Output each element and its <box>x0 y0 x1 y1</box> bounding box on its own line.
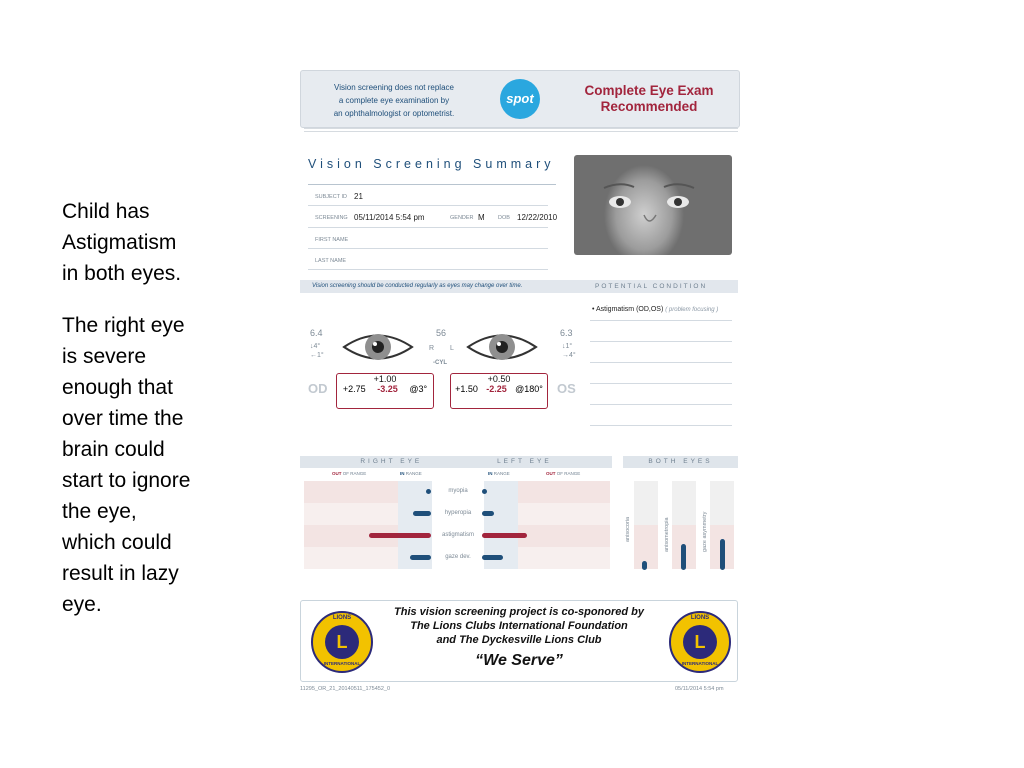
child-face-photo <box>574 155 732 255</box>
left-out-range-label: OUT OF RANGE <box>546 471 581 476</box>
metric-hyperopia: hyperopia <box>444 510 472 516</box>
sponsor-box <box>300 600 738 682</box>
right-in-range-label: IN RANGE <box>400 471 422 476</box>
cyl-label: -CYL <box>433 360 447 366</box>
subject-id-label: SUBJECT ID <box>315 194 347 200</box>
note-paragraph-1: Child has Astigmatism in both eyes. <box>62 200 182 285</box>
os-label: OS <box>557 381 576 396</box>
right-axis: @3° <box>409 384 428 394</box>
row-divider <box>308 248 548 249</box>
potential-condition-header: POTENTIAL CONDITION <box>595 283 708 290</box>
metric-gaze-deviation: gaze dev. <box>445 554 471 560</box>
fine-print-lines <box>304 128 738 132</box>
sponsor-text: This vision screening project is co-sponored by The Lions Clubs International Foundation and The Dyckesville Lions Club <box>394 606 644 646</box>
right-hyperopia-bar <box>413 511 431 516</box>
left-se: +0.50 <box>487 374 511 384</box>
screening-advice: Vision screening should be conducted regularly as eyes may change over time. <box>312 283 523 289</box>
row-divider <box>308 205 548 206</box>
dob-label: DOB <box>498 215 510 221</box>
subject-id-value: 21 <box>354 192 363 201</box>
left-in-range-label: IN RANGE <box>488 471 510 476</box>
os-gaze-horizontal: →4° <box>562 352 576 359</box>
footer-file-id: 11295_OR_21_20140511_175452_0 <box>300 686 391 692</box>
spot-logo: spot <box>500 79 540 119</box>
first-name-label: FIRST NAME <box>315 237 349 243</box>
metric-myopia: myopia <box>448 488 468 494</box>
condition-line <box>590 404 732 405</box>
screening-label: SCREENING <box>315 215 348 221</box>
lions-logo-right: LIONS L INTERNATIONAL <box>669 611 731 673</box>
left-gaze-bar <box>482 555 503 560</box>
right-gaze-bar <box>410 555 431 560</box>
condition-line <box>590 362 732 363</box>
os-gaze-vertical: ↓1° <box>562 343 573 350</box>
condition-name: • Astigmatism (OD,OS) <box>592 306 664 313</box>
lions-logo-left: LIONS L INTERNATIONAL <box>311 611 373 673</box>
condition-item <box>592 306 718 313</box>
left-hyperopia-bar <box>482 511 494 516</box>
footer-timestamp: 05/11/2014 5:54 pm <box>675 686 724 692</box>
notes-panel <box>62 196 222 641</box>
left-axis: @180° <box>515 384 543 394</box>
range-section-header <box>300 456 612 468</box>
anisocoria-label: anisocoria <box>625 516 631 542</box>
left-eye-prescription <box>450 373 548 409</box>
title-divider <box>308 184 556 185</box>
report-header <box>300 70 740 128</box>
exam-recommendation: Complete Eye Exam Recommended <box>584 83 714 114</box>
od-label: OD <box>308 381 328 396</box>
vision-screening-report <box>300 70 740 698</box>
condition-line <box>590 341 732 342</box>
row-divider <box>308 227 548 228</box>
gaze-asymmetry-label: gaze asymmetry <box>702 511 708 552</box>
anisocoria-bar <box>642 561 647 570</box>
right-out-range-label: OUT OF RANGE <box>332 471 367 476</box>
od-pupil-size: 6.4 <box>310 328 323 338</box>
condition-line <box>590 320 732 321</box>
left-indicator: L <box>450 345 454 352</box>
disclaimer-text: Vision screening does not replace a complete eye examination by an ophthalmologist or optometrist. <box>333 83 455 118</box>
row-divider <box>308 269 548 270</box>
pupil-distance: 56 <box>436 328 447 338</box>
od-gaze-vertical: ↓4° <box>310 343 321 350</box>
screening-value: 05/11/2014 5:54 pm <box>354 213 425 222</box>
right-astigmatism-bar <box>369 533 431 538</box>
right-eye-header: RIGHT EYE <box>360 458 423 465</box>
right-eye-prescription <box>336 373 434 409</box>
left-eye-icon <box>466 328 538 366</box>
gender-value: M <box>478 213 485 222</box>
condition-line <box>590 383 732 384</box>
anisometropia-label: anisometropia <box>664 517 670 552</box>
gaze-asymmetry-bar <box>720 539 725 570</box>
right-se: +1.00 <box>373 374 397 384</box>
dob-value: 12/22/2010 <box>517 213 558 222</box>
condition-line <box>590 425 732 426</box>
metric-astigmatism: astigmatism <box>441 532 474 538</box>
left-astigmatism-bar <box>482 533 527 538</box>
summary-title: Vision Screening Summary <box>308 157 555 171</box>
right-ds: +2.75 <box>342 384 366 394</box>
we-serve-motto: “We Serve” <box>475 652 563 669</box>
right-myopia-marker <box>426 489 431 494</box>
anisometropia-bar <box>681 544 686 570</box>
left-ds: +1.50 <box>455 384 478 394</box>
right-indicator: R <box>429 345 435 352</box>
gender-label: GENDER <box>450 215 474 221</box>
note-paragraph-2: The right eye is severe enough that over time the brain could start to ignore the eye, which could result in lazy eye. <box>62 314 191 616</box>
last-name-label: LAST NAME <box>315 258 347 264</box>
os-pupil-size: 6.3 <box>560 328 573 338</box>
left-dc: -2.25 <box>486 384 507 394</box>
condition-note: ( problem focusing ) <box>665 307 719 313</box>
right-dc: -3.25 <box>377 384 398 394</box>
left-eye-header: LEFT EYE <box>497 458 552 465</box>
right-eye-icon <box>342 328 414 366</box>
both-eyes-header: BOTH EYES <box>623 456 738 468</box>
anisocoria-column <box>634 481 658 569</box>
od-gaze-horizontal: ←1° <box>310 352 324 359</box>
left-myopia-marker <box>482 489 487 494</box>
